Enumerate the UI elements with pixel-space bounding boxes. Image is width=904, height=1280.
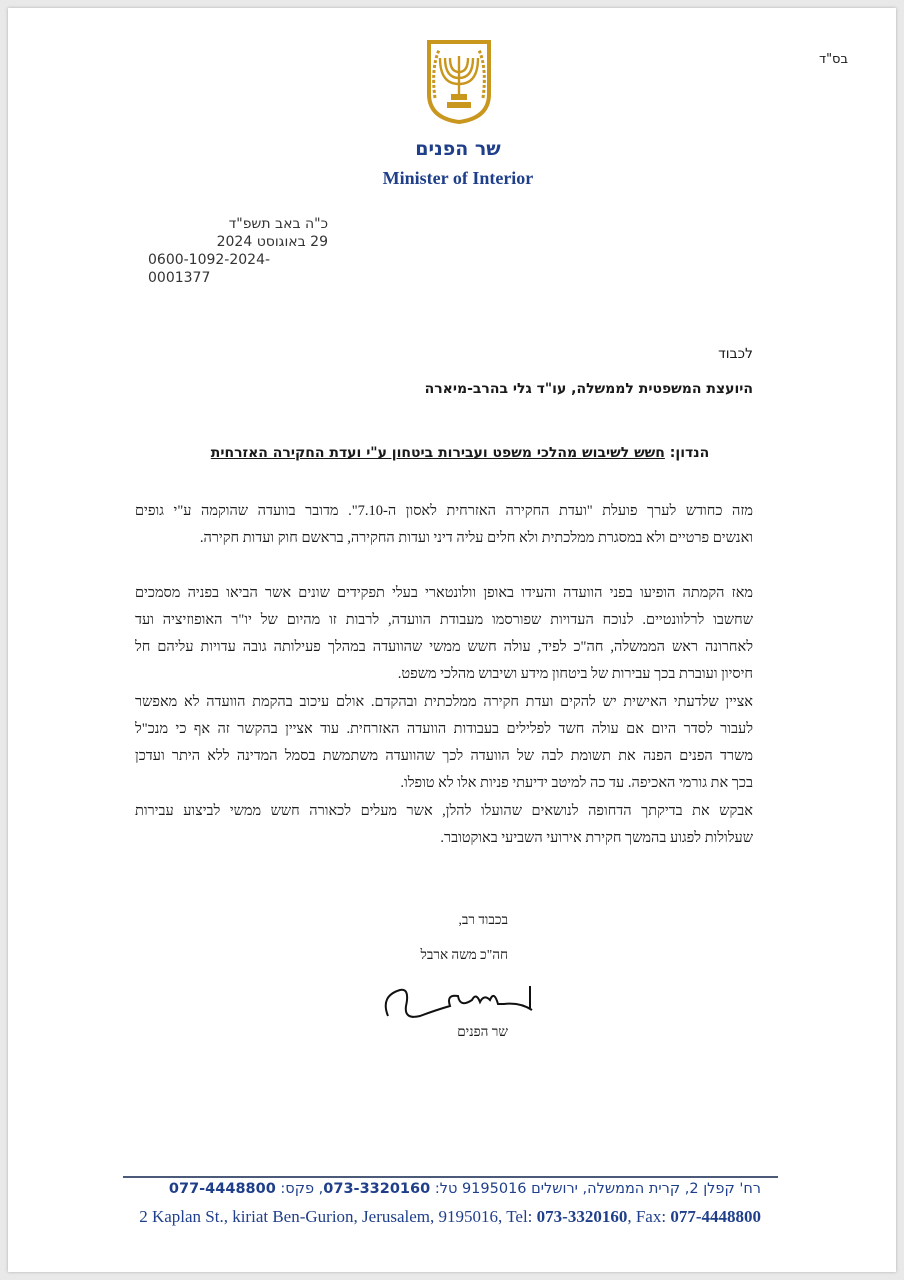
footer-address-hebrew: רח' קפלן 2, קרית הממשלה, ירושלים 9195016 טל: 073-3320160, פקס: 077-4448800	[168, 1181, 761, 1197]
body-line: מאז הקמתה הופיעו בפני הוועדה והעידו באופן וולונטארי בעלי תפקידים שונים אשר הביאו בפניה מסמכים	[135, 585, 753, 601]
body-line: שחשבו לרלוונטיים. לנוכח העדויות שפורסמו מעבודת הוועדה, לרבות זו מהיום של יו"ר האופוזיציה ועד	[135, 612, 753, 628]
closing-regards: בכבוד רב,	[458, 912, 508, 927]
salutation: לכבוד	[718, 346, 753, 362]
subject-line	[8, 445, 904, 461]
body-line: משרד הפנים הפנה את תשומת לבה של הוועדה לכך שהוועדה משתמשת בסמל המדינה ללא היתר ועדכן	[135, 748, 753, 764]
minister-title-hebrew: שר הפנים	[415, 138, 501, 160]
signatory-role: שר הפנים	[457, 1024, 508, 1039]
body-paragraph-2	[135, 580, 753, 688]
body-paragraph-3	[135, 689, 753, 797]
footer-divider	[123, 1176, 778, 1178]
body-line: אבקש את בדיקתך הדחופה לנושאים שהועלו להלן, אשר מעלים לכאורה חשש ממשי לביצוע עבירות	[135, 803, 753, 819]
hebrew-date: כ"ה באב תשפ"ד	[228, 216, 328, 232]
footer-fax-label-he: פקס:	[280, 1181, 315, 1197]
footer-tel-he: 073-3320160	[323, 1181, 431, 1197]
gregorian-date: 29 באוגוסט 2024	[216, 234, 328, 250]
footer-address-he: רח' קפלן 2, קרית הממשלה, ירושלים 9195016	[461, 1181, 761, 1197]
state-emblem-icon	[425, 38, 493, 124]
body-line: ואנשים פרטיים ולא במסגרת ממלכתית ולא חלים עליה דיני ועדות החקירה, בראשם חוק ועדות חקירה.	[199, 530, 753, 546]
footer-address-english: 2 Kaplan St., kiriat Ben-Gurion, Jerusalem, 9195016, Tel: 073-3320160, Fax: 077-4448800	[139, 1207, 761, 1226]
letter-page	[8, 8, 896, 1272]
signature-image	[380, 976, 540, 1026]
footer-fax-label-en: Fax:	[635, 1207, 667, 1226]
body-paragraph-4	[135, 798, 753, 852]
body-line: לאחרונה ראש הממשלה, חה"כ לפיד, עולה חשש ממשי שהוועדה במהלך פעילותה גובה עדויות עליהם חל	[135, 639, 753, 655]
letter-meta	[148, 215, 328, 287]
body-line: בכך את גורמי האכיפה. עד כה למיטב ידיעתי פניות אלו לא טופלו.	[400, 775, 753, 791]
footer-fax-en: 077-4448800	[670, 1207, 761, 1226]
reference-number: 0600-1092-2024-0001377	[148, 252, 271, 286]
subject-text: חשש לשיבוש מהלכי משפט ועבירות ביטחון ע"י ועדת החקירה האזרחית	[210, 445, 665, 461]
footer-tel-label-he: טל:	[434, 1181, 458, 1197]
minister-title-english: Minister of Interior	[382, 168, 534, 188]
subject-label: הנדון:	[669, 445, 710, 461]
body-line: אציין שלדעתי האישית יש להקים ועדת חקירה ממלכתית ובהקדם. אולם עיכוב בהקמת הוועדה לא מאפשר	[135, 694, 753, 710]
footer-fax-he: 077-4448800	[168, 1181, 276, 1197]
footer-tel-label-en: Tel:	[506, 1207, 533, 1226]
body-paragraph-1	[135, 498, 753, 552]
body-line: לעבור לסדר היום אם עולה חשד לפלילים בעבודות הוועדה האזרחית. עוד אציין בהקשר זה אף כי מנכ"ל	[135, 721, 753, 737]
addressee: היועצת המשפטית לממשלה, עו"ד גלי בהרב-מיארה	[424, 381, 753, 397]
body-line: חיסיון ועוברת בכך עבירות של ביטחון מידע ושיבוש מהלכי משפט.	[397, 666, 753, 682]
body-line: מזה כחודש לערך פועלת "ועדת החקירה האזרחית לאסון ה-7.10". מדובר בוועדה שהוקמה ע"י גופים	[135, 503, 753, 519]
signatory-name: חה"כ משה ארבל	[420, 947, 508, 962]
footer-address-en: 2 Kaplan St., kiriat Ben-Gurion, Jerusalem, 9195016,	[139, 1207, 503, 1226]
footer-tel-en: 073-3320160	[536, 1207, 628, 1226]
bsd-mark: בס"ד	[818, 52, 848, 67]
body-line: שעלולות לפגוע בהמשך חקירת אירועי השביעי באוקטובר.	[440, 830, 753, 846]
